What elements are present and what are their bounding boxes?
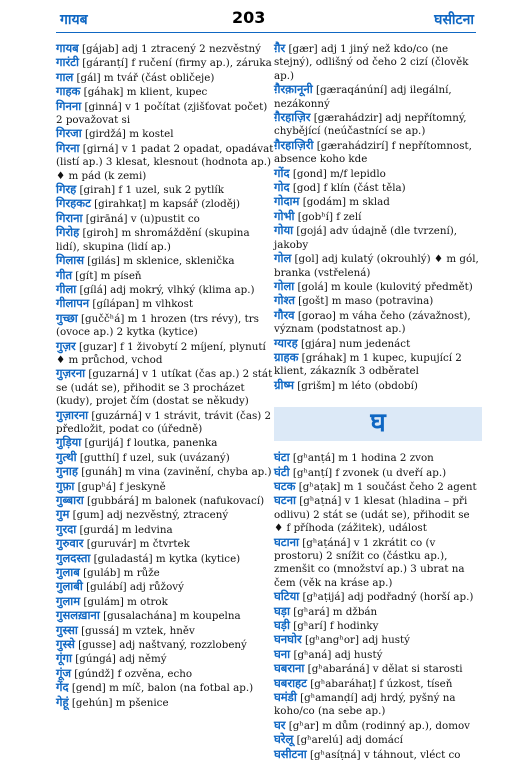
entry-body: [gʰaṭak] m 1 součást čeho 2 agent	[295, 480, 477, 493]
dictionary-entry	[274, 633, 482, 647]
dictionary-entry	[56, 42, 274, 56]
entry-headword: गुरुवार	[56, 536, 84, 551]
dictionary-entry	[56, 537, 274, 551]
entry-headword: घना	[274, 646, 291, 661]
entry-body: [guláb] m růže	[79, 567, 160, 580]
entry-body: [gorao] m váha čeho (závažnost), význam (podstatnost ap.)	[274, 309, 471, 336]
entry-headword: गोला	[274, 278, 295, 293]
dictionary-entry	[56, 667, 274, 681]
entry-body: [gusalachána] m koupelna	[99, 610, 241, 623]
entry-body: [gʰanṭí] f zvonek (u dveří ap.)	[289, 466, 447, 479]
dictionary-entry	[56, 340, 274, 368]
right-entries-top	[274, 42, 482, 393]
entry-headword: घटिया	[274, 589, 300, 604]
entry-body: [gáhak] m klient, kupec	[80, 86, 208, 99]
entry-body: [gílá] adj mokrý, vlhký (klima ap.)	[76, 283, 255, 296]
entry-headword: गुलाम	[56, 593, 81, 608]
entry-body: [gʰarí] f hodinky	[289, 620, 379, 633]
entry-body: [gurdá] m ledvina	[76, 523, 173, 536]
entry-headword: गीला	[56, 281, 77, 296]
dictionary-entry	[274, 351, 482, 379]
entry-headword: गिलास	[56, 253, 85, 268]
dictionary-entry	[274, 181, 482, 195]
entry-body: [gulábí] adj růžový	[82, 581, 184, 594]
dictionary-entry	[56, 71, 274, 85]
dictionary-entry	[56, 451, 274, 465]
entry-body: [gájab] adj 1 ztracený 2 nezvěstný	[78, 43, 261, 55]
entry-headword: घटना	[274, 493, 296, 508]
entry-body: [gráhak] m 1 kupec, kupující 2 klient, zákazník 3 odběratel	[274, 351, 462, 378]
entry-body: [gæraqánúní] adj ilegální, nezákonný	[274, 84, 452, 110]
entry-body: [gʰangʰor] adj hustý	[301, 634, 410, 647]
entry-body: [gærahádzirí] f nepřítomnost, absence koho kde	[274, 139, 472, 166]
dictionary-entry	[56, 85, 274, 99]
entry-headword: गोश्त	[274, 293, 295, 308]
entry-body: [gusse] adj naštvaný, rozzlobený	[74, 639, 247, 652]
entry-body: [gʰará] m džbán	[289, 605, 378, 618]
dictionary-entry	[274, 691, 482, 719]
entry-body: [gʰaṭná] v 1 klesat (hladina – při odlivu) 2 stát se (udát se), přihodit se ♦ f příhoda (zážitek), událost	[274, 495, 470, 535]
entry-headword: घंटा	[274, 450, 290, 465]
left-column	[56, 42, 274, 710]
entry-headword: गुस्सा	[56, 622, 78, 637]
dictionary-entry	[56, 226, 274, 254]
entry-body: [gærahádzir] adj nepřítomný, chybějící (neúčastnící se ap.)	[274, 112, 467, 138]
entry-body: [guččʰá] m 1 hrozen (trs révy), trs (ovoce ap.) 2 kytka (kytice)	[56, 312, 259, 339]
entry-body: [golá] m koule (kulovitý předmět)	[294, 280, 473, 293]
entry-headword: गेंद	[56, 680, 69, 695]
entry-body: [ginná] v 1 počítat (zjišťovat počet) 2 považovat si	[56, 100, 268, 127]
entry-headword: घबराहट	[274, 675, 307, 690]
entry-headword: गुम	[56, 507, 70, 522]
entry-headword: गिरोह	[56, 225, 80, 240]
entry-headword: गुलदस्ता	[56, 550, 91, 565]
entry-body: [girdžá] m kostel	[81, 128, 174, 141]
dictionary-entry	[56, 566, 274, 580]
entry-body: [girná] v 1 padat 2 opadat, opadávat (listí ap.) 3 klesat, klesnout (hodnota ap.) ♦ m pád (k zemi)	[56, 142, 274, 182]
entry-headword: गुफ़ा	[56, 478, 75, 493]
entry-body: [gol] adj kulatý (okrouhlý) ♦ m gól, branka (vstřelená)	[274, 253, 479, 279]
dictionary-entry	[56, 197, 274, 211]
dictionary-entry	[274, 195, 482, 209]
dictionary-entry	[274, 466, 482, 480]
entry-body: [giroh] m shromáždění (skupina lidí), skupina (lidí ap.)	[56, 227, 250, 253]
entry-body: [gulám] m otrok	[80, 595, 168, 608]
entry-body: [gond] m/f lepidlo	[289, 167, 386, 180]
dictionary-entry	[56, 609, 274, 623]
entry-headword: ग़ैरहाज़िरी	[274, 137, 314, 152]
header-first-word: गायब	[60, 12, 88, 28]
dictionary-entry	[56, 127, 274, 141]
dictionary-entry	[274, 719, 482, 733]
entry-headword: गिराना	[56, 210, 83, 225]
entry-body: [gílápan] m vlhkost	[89, 298, 194, 311]
dictionary-entry	[56, 56, 274, 70]
entry-headword: गायब	[56, 41, 79, 55]
entry-headword: घटक	[274, 478, 296, 493]
entry-body: [gurijá] f loutka, panenka	[81, 437, 218, 450]
right-column	[274, 42, 482, 762]
section-header-box	[274, 407, 482, 441]
entry-headword: गुब्बारा	[56, 493, 84, 507]
entry-body: [gošt] m maso (potravina)	[294, 295, 434, 308]
entry-headword: गुलाबी	[56, 579, 83, 594]
entry-body: [girahkaṭ] m kapsář (zloděj)	[90, 198, 241, 211]
entry-body: [gær] adj 1 jiný než kdo/co (ne stejný), odlišný od čeho 2 cizí (člověk ap.)	[274, 43, 469, 82]
entry-headword: गुज़र	[56, 338, 76, 353]
entry-body: [gobʰí] f zelí	[294, 210, 362, 223]
dictionary-entry	[56, 312, 274, 340]
entry-body: [gussá] m vztek, hněv	[77, 624, 195, 637]
entry-headword: गुसलख़ाना	[56, 608, 100, 623]
entry-body: [grišm] m léto (období)	[293, 379, 418, 392]
dictionary-entry	[56, 494, 274, 508]
dictionary-entry	[56, 297, 274, 311]
entry-body: [gjára] num jedenáct	[297, 337, 411, 350]
entry-headword: ग़ैरक़ानूनी	[274, 82, 313, 97]
dictionary-entry	[56, 367, 274, 408]
entry-headword: गोद	[274, 180, 290, 195]
entry-headword: ग़ैर	[274, 41, 286, 55]
entry-headword: गोदाम	[274, 194, 300, 209]
entry-headword: घटाना	[274, 534, 299, 549]
entry-headword: गुच्छा	[56, 310, 78, 325]
entry-headword: घनघोर	[274, 632, 302, 647]
entry-headword: गीलापन	[56, 296, 90, 311]
dictionary-entry	[274, 280, 482, 294]
header-last-word: घसीटना	[434, 12, 474, 28]
dictionary-entry	[56, 595, 274, 609]
entry-headword: गिरजा	[56, 126, 82, 141]
dictionary-entry	[274, 111, 482, 139]
entry-headword: गाहक	[56, 84, 81, 99]
dictionary-entry	[274, 42, 482, 83]
entry-headword: घड़ा	[274, 603, 290, 618]
entry-headword: घंटी	[274, 464, 290, 479]
entry-body: [gojá] adv údajně (dle tvrzení), jakoby	[274, 225, 458, 251]
dictionary-entry	[274, 677, 482, 691]
dictionary-entry	[56, 652, 274, 666]
entry-body: [gáranṭí] f ručení (firmy ap.), záruka	[78, 57, 272, 70]
entry-body: [gutthí] f uzel, suk (uvázaný)	[76, 451, 230, 464]
entry-headword: गुज़ारना	[56, 407, 89, 422]
entry-headword: घरेलू	[274, 732, 294, 747]
dictionary-entry	[274, 379, 482, 393]
dictionary-entry	[274, 662, 482, 676]
entry-headword: ग्यारह	[274, 335, 298, 350]
entry-headword: गिरह	[56, 182, 77, 197]
entry-body: [gehún] m pšenice	[68, 696, 169, 709]
header-rule	[56, 32, 476, 33]
page-header	[0, 0, 508, 40]
page-number: 203	[232, 8, 266, 27]
entry-body: [gʰabaráná] v dělat si starosti	[304, 663, 463, 676]
entry-body: [gend] m míč, balon (na fotbal ap.)	[68, 682, 254, 695]
entry-body: [gilás] m sklenice, sklenička	[84, 255, 235, 268]
entry-headword: ग़ैरहाज़िर	[274, 110, 311, 125]
entry-body: [gʰaná] adj hustý	[290, 648, 383, 661]
dictionary-entry	[56, 465, 274, 479]
entry-headword: गुत्थी	[56, 449, 77, 464]
entry-headword: घसीटना	[274, 746, 307, 761]
dictionary-entry	[56, 142, 274, 183]
entry-headword: गोया	[274, 223, 294, 238]
dictionary-entry	[56, 269, 274, 283]
entry-headword: घबराना	[274, 661, 305, 676]
dictionary-entry	[274, 619, 482, 633]
entry-body: [guzarná] v 1 utíkat (čas ap.) 2 stát se (udát se), přihodit se 3 procházet (kudy), projet čím (dostat se někudy)	[56, 368, 273, 408]
entry-headword: गोभी	[274, 208, 295, 223]
dictionary-entry	[56, 409, 274, 437]
entry-headword: गोंद	[274, 165, 290, 180]
dictionary-entry	[56, 183, 274, 197]
dictionary-entry	[56, 696, 274, 710]
entry-body: [gʰabaráhaṭ] f úzkost, tíseň	[306, 677, 453, 690]
dictionary-entry	[56, 508, 274, 522]
entry-headword: घर	[274, 717, 286, 732]
entry-headword: गुड़िया	[56, 435, 82, 450]
dictionary-entry	[274, 252, 482, 280]
entry-body: [gubbárá] m balonek (nafukovací)	[83, 495, 265, 507]
entry-headword: गूंगा	[56, 651, 72, 666]
entry-body: [girah] f 1 uzel, suk 2 pytlík	[76, 184, 224, 197]
dictionary-entry	[274, 294, 482, 308]
dictionary-entry	[274, 210, 482, 224]
entry-body: [gunáh] m vina (zavinění, chyba ap.)	[77, 466, 272, 479]
dictionary-entry	[274, 536, 482, 591]
entry-headword: गुनाह	[56, 464, 78, 479]
entry-body: [gʰamanḍí] adj hrdý, pyšný na koho/co (na sebe ap.)	[274, 692, 456, 718]
dictionary-entry	[56, 254, 274, 268]
entry-headword: गौरव	[274, 307, 295, 322]
entry-body: [gum] adj nezvěstný, ztracený	[69, 509, 229, 522]
entry-body: [guzárná] v 1 strávit, trávit (čas) 2 předložit, podat co (úředně)	[56, 409, 272, 435]
dictionary-entry	[274, 605, 482, 619]
dictionary-entry	[274, 494, 482, 535]
entry-body: [gupʰá] f jeskyně	[74, 480, 166, 493]
entry-body: [gʰaṭijá] adj podřadný (horší ap.)	[299, 591, 474, 604]
dictionary-entry	[274, 733, 482, 747]
dictionary-entry	[56, 552, 274, 566]
dictionary-entry	[56, 624, 274, 638]
dictionary-entry	[274, 224, 482, 252]
entry-body: [gál] m tvář (část obličeje)	[73, 71, 215, 84]
dictionary-entry	[274, 648, 482, 662]
entry-body: [gʰarelú] adj domácí	[293, 734, 403, 747]
entry-body: [guruvár] m čtvrtek	[83, 538, 190, 551]
entry-body: [guladastá] m kytka (kytice)	[90, 552, 241, 565]
entry-headword: घड़ी	[274, 618, 290, 633]
dictionary-entry	[56, 100, 274, 128]
entry-body: [gít] m píseň	[72, 269, 142, 282]
entry-headword: घमंडी	[274, 690, 297, 705]
entry-headword: गूंज	[56, 665, 72, 680]
dictionary-entry	[274, 451, 482, 465]
entry-body: [godám] m sklad	[299, 196, 390, 209]
entry-body: [gúndž] f ozvěna, echo	[71, 667, 193, 680]
entry-headword: ग्रीष्म	[274, 377, 294, 392]
entry-body: [gʰanṭá] m 1 hodina 2 zvon	[289, 452, 434, 465]
entry-headword: गुलाब	[56, 565, 80, 580]
entry-body: [guzar] f 1 živobytí 2 míjení, plynutí ♦ m průchod, vchod	[56, 340, 266, 366]
entry-body: [girāná] v (u)pustit co	[82, 212, 200, 225]
right-entries-bottom	[274, 451, 482, 762]
entry-body: [gʰasíṭná] v táhnout, vléct co	[306, 748, 461, 761]
dictionary-entry	[274, 590, 482, 604]
entry-headword: गिरना	[56, 140, 80, 155]
dictionary-entry	[274, 139, 482, 167]
dictionary-entry	[56, 436, 274, 450]
entry-headword: गारंटी	[56, 55, 79, 70]
entry-headword: गेहूं	[56, 694, 69, 709]
dictionary-entry	[56, 283, 274, 297]
entry-headword: गिनना	[56, 98, 82, 113]
entry-headword: गुरदा	[56, 521, 77, 536]
entry-headword: गीत	[56, 267, 73, 282]
dictionary-entry	[56, 681, 274, 695]
entry-headword: गोल	[274, 251, 292, 266]
section-letter: घ	[370, 408, 386, 439]
dictionary-entry	[274, 480, 482, 494]
entry-headword: गुज़रना	[56, 366, 86, 381]
entry-body: [gúngá] adj němý	[71, 653, 167, 666]
entry-headword: गिरहकट	[56, 196, 91, 211]
dictionary-entry	[274, 83, 482, 111]
entry-body: [god] f klín (část těla)	[289, 182, 406, 195]
entry-body: [gʰaṭáná] v 1 zkrátit co (v prostoru) 2 snížit co (částku ap.), zmenšit co (množství ap.) 3 ubrat na čem (věk na kráse ap.)	[274, 536, 465, 589]
entry-headword: गाल	[56, 69, 74, 84]
entry-headword: गुस्से	[56, 637, 75, 652]
dictionary-entry	[274, 309, 482, 337]
dictionary-entry	[274, 337, 482, 351]
dictionary-entry	[56, 523, 274, 537]
dictionary-entry	[274, 167, 482, 181]
entry-body: [gʰar] m dům (rodinný ap.), domov	[285, 719, 470, 732]
entry-headword: ग्राहक	[274, 349, 299, 364]
dictionary-entry	[56, 480, 274, 494]
dictionary-entry	[56, 212, 274, 226]
dictionary-entry	[56, 638, 274, 652]
dictionary-entry	[56, 580, 274, 594]
